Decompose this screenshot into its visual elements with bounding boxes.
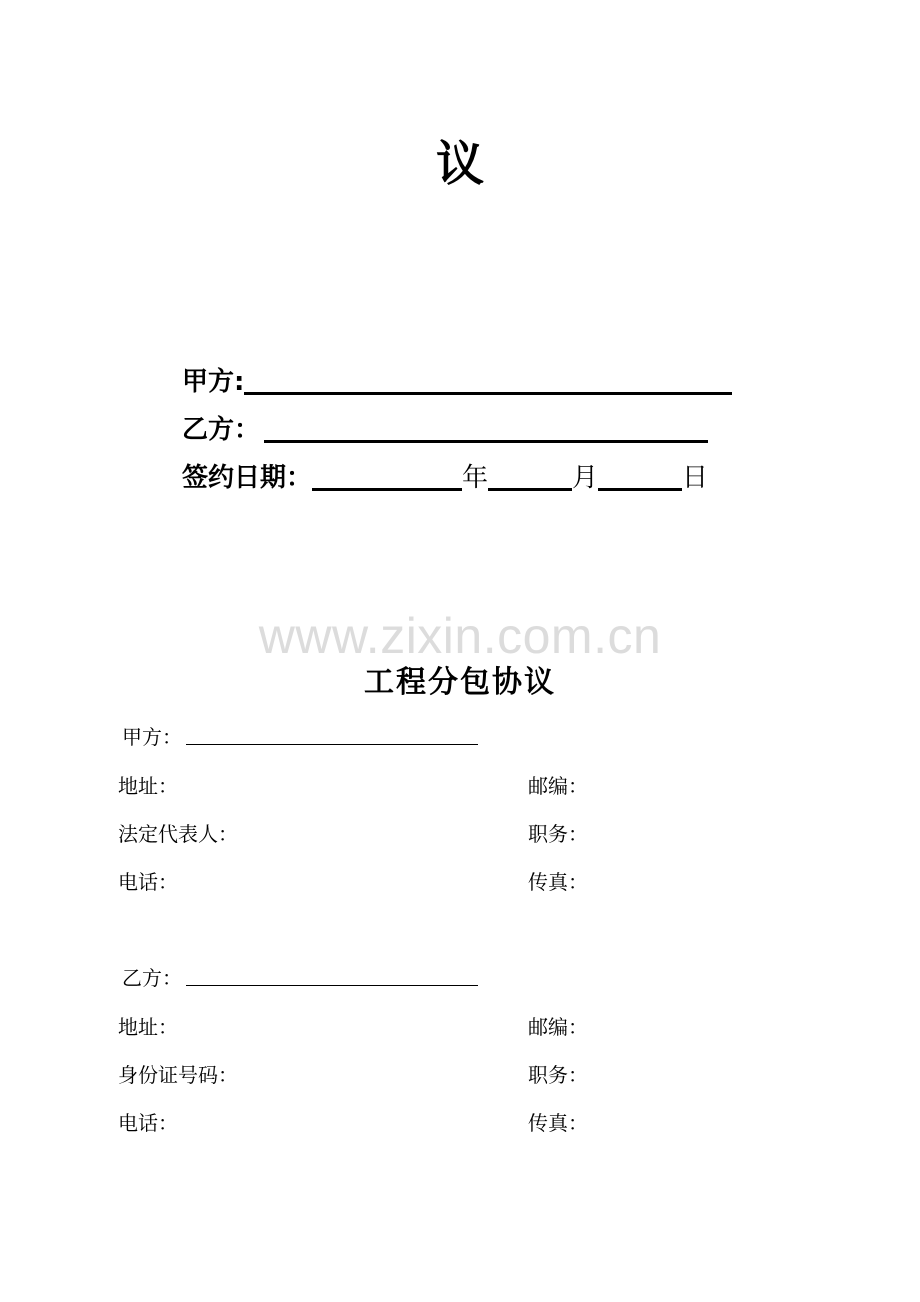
party-a-address-label: 地址： xyxy=(118,774,178,798)
party-a-position-label: 职务： xyxy=(528,822,588,846)
party-b-id-number-label: 身份证号码： xyxy=(118,1063,238,1087)
cover-day-blank[interactable] xyxy=(598,458,682,491)
party-a-fax-label: 传真： xyxy=(528,870,588,894)
cover-month-blank[interactable] xyxy=(488,458,572,491)
party-b-phone-label: 电话： xyxy=(118,1111,178,1135)
party-b-fax-label: 传真： xyxy=(528,1111,588,1135)
party-b-address-label: 地址： xyxy=(118,1015,178,1039)
party-b-postcode-label: 邮编： xyxy=(528,1015,588,1039)
cover-party-b-blank[interactable] xyxy=(264,410,708,443)
party-b-blank[interactable] xyxy=(186,963,478,986)
party-a-phone-label: 电话： xyxy=(118,870,178,894)
party-b-row xyxy=(122,963,478,993)
cover-day-label: 日 xyxy=(682,463,709,493)
party-a-label: 甲方： xyxy=(122,725,182,749)
cover-year-label: 年 xyxy=(462,463,489,493)
cover-party-a-row xyxy=(182,362,732,402)
cover-party-a-label: 甲方: xyxy=(182,367,245,397)
party-a-postcode-label: 邮编： xyxy=(528,774,588,798)
cover-year-blank[interactable] xyxy=(312,458,462,491)
party-b-position-label: 职务： xyxy=(528,1063,588,1087)
party-a-legal-rep-label: 法定代表人： xyxy=(118,822,238,846)
cover-month-label: 月 xyxy=(572,463,599,493)
cover-sign-date-label: 签约日期： xyxy=(182,463,313,493)
document-title: 工程分包协议 xyxy=(364,665,556,700)
party-a-row xyxy=(122,722,478,752)
cover-party-b-label: 乙方： xyxy=(182,415,261,445)
party-b-label: 乙方： xyxy=(122,966,182,990)
party-a-blank[interactable] xyxy=(186,722,478,745)
cover-title: 议 xyxy=(435,136,484,192)
watermark: www.zixin.com.cn xyxy=(258,608,662,664)
cover-sign-date-row xyxy=(182,458,708,498)
cover-party-b-row xyxy=(182,410,708,450)
cover-party-a-blank[interactable] xyxy=(244,362,732,395)
